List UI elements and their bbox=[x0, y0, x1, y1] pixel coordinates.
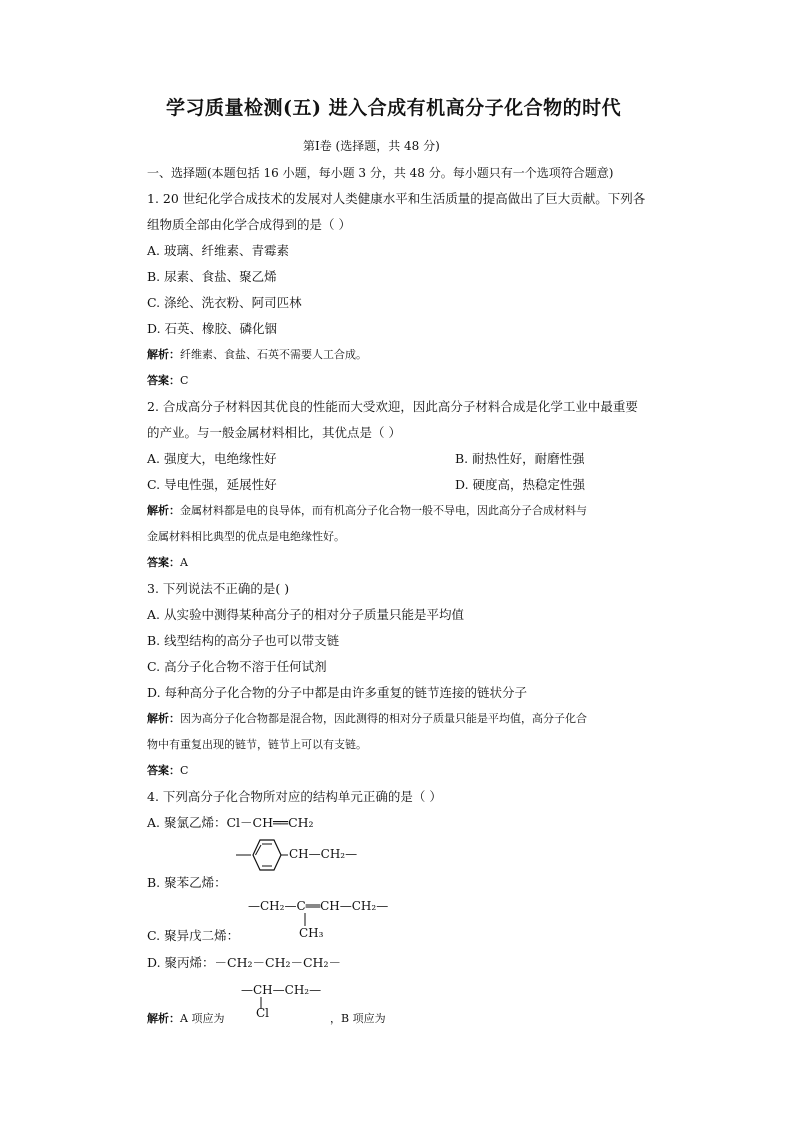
q2-answer-value: A bbox=[180, 556, 188, 569]
q4-analysis-post: ，B 项应为 bbox=[330, 1012, 386, 1025]
q2-stem-line1: 2. 合成高分子材料因其优良的性能而大受欢迎，因此高分子材料合成是化学工业中最重要 bbox=[147, 399, 638, 414]
section-subtitle: 第Ⅰ卷 (选择题，共 48 分) bbox=[303, 139, 440, 153]
analysis-label: 解析： bbox=[147, 1012, 180, 1025]
q1-answer-value: C bbox=[180, 374, 189, 387]
q1-answer bbox=[147, 373, 188, 389]
q3-option-d: D. 每种高分子化合物的分子中都是由许多重复的链节连接的链状分子 bbox=[147, 685, 528, 700]
q4-option-c-label: C. 聚异戊二烯： bbox=[147, 928, 240, 943]
q3-answer bbox=[147, 763, 188, 779]
benzene-ring-icon bbox=[236, 836, 296, 880]
q1-option-a: A. 玻璃、纤维素、青霉素 bbox=[147, 243, 289, 258]
q2-analysis-text1: 金属材料都是电的良导体，而有机高分子化合物一般不导电，因此高分子合成材料与 bbox=[180, 504, 587, 517]
q2-analysis-line1 bbox=[147, 503, 587, 519]
q4-option-d-label: D. 聚丙烯： bbox=[147, 955, 215, 970]
analysis-label: 解析： bbox=[147, 504, 180, 517]
q3-analysis-line2: 物中有重复出现的链节，链节上可以有支链。 bbox=[147, 738, 367, 751]
q2-answer bbox=[147, 555, 188, 571]
q4-analysis-formula: —CH—CH₂— bbox=[241, 983, 322, 997]
section-heading: 一、选择题(本题包括 16 小题，每小题 3 分，共 48 分。每小题只有一个选项符合题意) bbox=[147, 166, 614, 180]
q3-answer-value: C bbox=[180, 764, 189, 777]
q4-option-a-formula: Cl－CH══CH₂ bbox=[226, 815, 314, 830]
q2-option-c: C. 导电性强，延展性好 bbox=[147, 477, 277, 492]
c-branch-bond bbox=[303, 913, 307, 927]
q4-option-a-label: A. 聚氯乙烯： bbox=[147, 815, 227, 830]
q1-stem-line1: 1. 20 世纪化学合成技术的发展对人类健康水平和生活质量的提高做出了巨大贡献。下列各 bbox=[147, 191, 646, 206]
q4-option-d bbox=[147, 955, 341, 971]
q1-option-d: D. 石英、橡胶、磷化铟 bbox=[147, 321, 278, 336]
q3-option-b: B. 线型结构的高分子也可以带支链 bbox=[147, 633, 340, 648]
q2-option-d: D. 硬度高，热稳定性强 bbox=[455, 477, 586, 492]
q2-option-b: B. 耐热性好，耐磨性强 bbox=[455, 451, 585, 466]
q3-option-c: C. 高分子化合物不溶于任何试剂 bbox=[147, 659, 327, 674]
analysis-label: 解析： bbox=[147, 712, 180, 725]
q1-option-c: C. 涤纶、洗衣粉、阿司匹林 bbox=[147, 295, 302, 310]
q3-option-a: A. 从实验中测得某种高分子的相对分子质量只能是平均值 bbox=[147, 607, 464, 622]
q3-analysis-text1: 因为高分子化合物都是混合物，因此测得的相对分子质量只能是平均值，高分子化合 bbox=[180, 712, 587, 725]
page-title: 学习质量检测(五) 进入合成有机高分子化合物的时代 bbox=[166, 97, 622, 119]
q4-option-c-formula: —CH₂—C══CH—CH₂— bbox=[248, 899, 389, 913]
q4-analysis-branch: Cl bbox=[256, 1006, 270, 1020]
q4-stem: 4. 下列高分子化合物所对应的结构单元正确的是（ ） bbox=[147, 789, 442, 804]
q1-analysis bbox=[147, 347, 367, 363]
q4-analysis-pre bbox=[147, 1011, 224, 1027]
answer-label: 答案： bbox=[147, 764, 180, 777]
q4-option-d-formula: －CH₂－CH₂－CH₂－ bbox=[214, 955, 341, 970]
q1-option-b: B. 尿素、食盐、聚乙烯 bbox=[147, 269, 277, 284]
answer-label: 答案： bbox=[147, 556, 180, 569]
q2-analysis-line2: 金属材料相比典型的优点是电绝缘性好。 bbox=[147, 530, 345, 543]
q4-option-a bbox=[147, 815, 314, 831]
q2-stem-line2: 的产业。与一般金属材料相比，其优点是（ ） bbox=[147, 425, 401, 440]
q1-analysis-text: 纤维素、食盐、石英不需要人工合成。 bbox=[180, 348, 367, 361]
q3-analysis-line1 bbox=[147, 711, 587, 727]
q3-stem: 3. 下列说法不正确的是( ) bbox=[147, 581, 290, 596]
q1-stem-line2: 组物质全部由化学合成得到的是（ ） bbox=[147, 217, 351, 232]
q4-option-b-formula: CH—CH₂— bbox=[289, 847, 358, 861]
analysis-label: 解析： bbox=[147, 348, 180, 361]
q4-analysis-pre-text: A 项应为 bbox=[180, 1012, 225, 1025]
q2-option-a: A. 强度大，电绝缘性好 bbox=[147, 451, 277, 466]
q4-option-b-label: B. 聚苯乙烯： bbox=[147, 875, 227, 890]
q4-option-c-branch: CH₃ bbox=[299, 926, 324, 940]
answer-label: 答案： bbox=[147, 374, 180, 387]
